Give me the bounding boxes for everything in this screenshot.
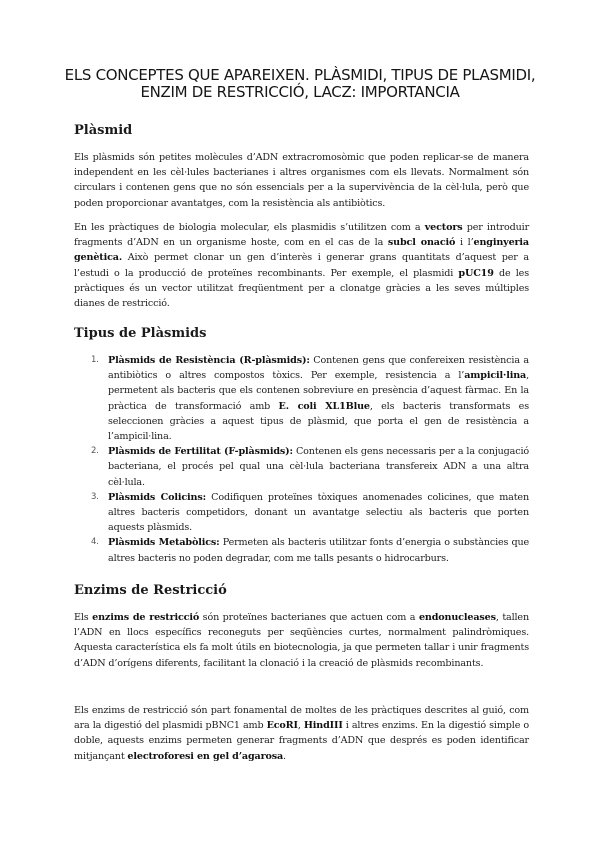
paragraph-enzymes-practice: Els enzims de restricció són part fonamental de moltes de les pràctiques descrites al guió, com ara la digestió del plasmidi pBNC1 amb EcoRI, HindIII i altres enzims. En la digestió simple o doble, aquests enzims permeten generar fragments d’ADN que després es poden identificar mitjançant electroforesi en gel d’agarosa. — [74, 705, 529, 762]
section-heading-enzymes: Enzims de Restricció — [74, 583, 227, 598]
plasmid-types-list — [74, 353, 529, 566]
paragraph-enzymes-definition: Els enzims de restricció són proteïnes bacterianes que actuen com a endonucleases, tallen l’ADN en llocs específics reconeguts per seqüències curtes, normalment palindròmiques. Aquesta característica els fa molt útils en biotecnologia, ja que permeten tallar i unir fragments d’ADN d’orígens diferents, facilitant la clonació i la creació de plàsmids recombinants. — [74, 612, 529, 669]
list-item: 4. Plàsmids Metabòlics: Permeten als bacteris utilitzar fonts d’energia o substàncies que altres bacteris no poden degradar, com me talls pesants o hidrocarburs. — [91, 537, 530, 564]
section-heading-plasmid: Plàsmid — [74, 123, 133, 138]
section-heading-types: Tipus de Plàsmids — [74, 326, 207, 341]
paragraph-plasmid-definition: Els plàsmids són petites molècules d’ADN extracromosòmic que poden replicar-se de manera independent en les cèl·lules bacterianes i altres organismes com els llevats. Normalment són circulars i contenen gens que no són essencials per a la supervivència de la cèl·lula, però que poden proporcionar avantatges, com la resistència als antibiòtics. — [74, 152, 529, 209]
document-title: ELS CONCEPTES QUE APAREIXEN. PLÀSMIDI, TIPUS DE PLASMIDI, ENZIM DE RESTRICCIÓ, LACZ: IMPORTANCIA — [64, 66, 536, 101]
list-item: 3. Plàsmids Colicins: Codifiquen proteïnes tòxiques anomenades colicines, que maten altres bacteris competidors, donant un avantatge selectiu als bacteris que porten aquests plàsmids. — [91, 491, 529, 534]
list-item: 2. Plàsmids de Fertilitat (F-plàsmids): Contenen els gens necessaris per a la conjugació bacteriana, el procés pel qual una cèl·lula bacteriana transfereix ADN a una altra cèl·lula. — [91, 446, 529, 488]
list-item: 1. Plàsmids de Resistència (R-plàsmids): Contenen gens que confereixen resistència a antibiòtics o altres compostos tòxics. Per exemple, resistencia a l’ampicil·lina, permetent als bacteris que els contenen sobreviure en presència d’aquest fàrmac. En la pràctica de transformació amb E. coli XL1Blue, els bacteris transformats es seleccionen gràcies a aquest tipus de plàsmid, que porta el gen de resistència a l’ampicil·lina. — [91, 355, 529, 443]
paragraph-plasmid-usage: En les pràctiques de biologia molecular, els plasmidis s’utilitzen com a vectors per introduir fragments d’ADN en un organisme hoste, com en el cas de la subcl onació i l’enginyeria genètica. Això permet clonar un gen d’interès i generar grans quantitats d’aquest per a l’estudi o la producció de proteïnes recombinants. Per exemple, el plasmidi pUC19 de les pràctiques és un vector utilitzat freqüentment per a clonatge gràcies a les seves múltiples dianes de restricció. — [74, 222, 530, 310]
